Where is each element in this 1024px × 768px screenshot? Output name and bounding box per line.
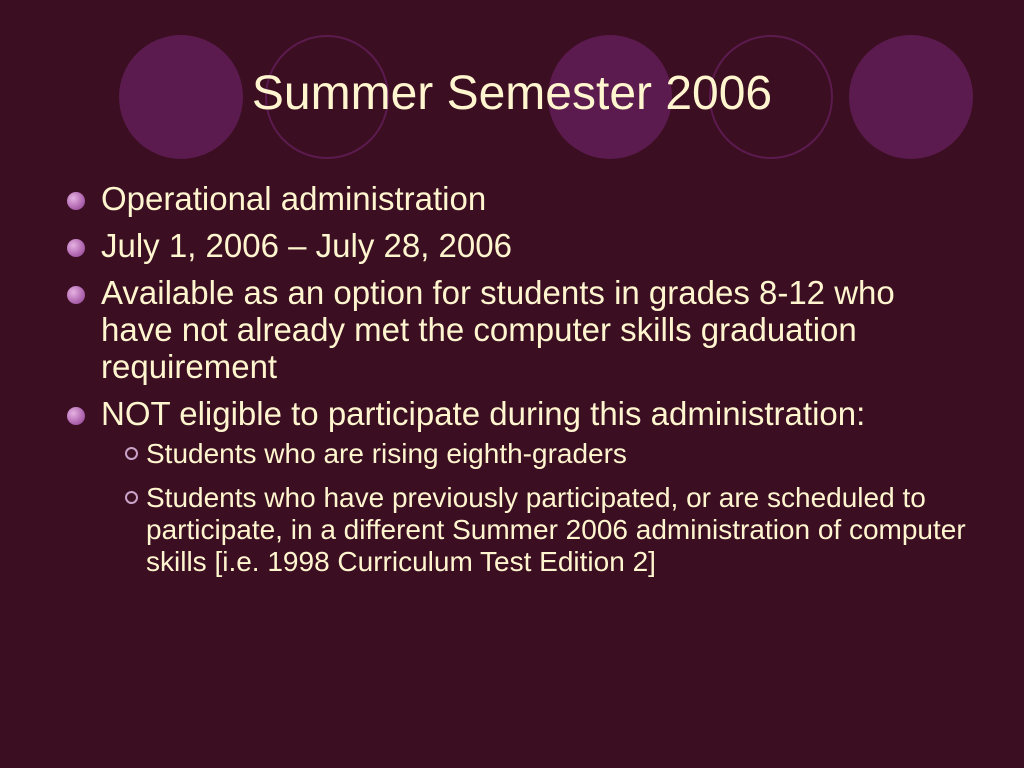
bullet-text: Operational administration <box>101 180 487 217</box>
sub-bullet-item <box>110 438 966 470</box>
sub-bullet-text: Students who have previously participated, or are scheduled to participate, in a different Summer 2006 administration of computer skills [i.e. 1998 Curriculum Test Edition 2] <box>146 482 966 577</box>
bullet-icon <box>67 239 85 257</box>
bullet-list <box>66 180 966 590</box>
sub-bullet-item <box>110 482 966 578</box>
bullet-item <box>66 180 966 217</box>
ring-bullet-icon <box>125 447 138 460</box>
bullet-icon <box>67 407 85 425</box>
bullet-item <box>66 227 966 264</box>
slide-title: Summer Semester 2006 <box>251 67 773 120</box>
bullet-icon <box>67 286 85 304</box>
bullet-item <box>66 395 966 578</box>
sub-bullet-list <box>110 438 966 578</box>
bullet-text: Available as an option for students in grades 8-12 who have not already met the computer skills graduation requirement <box>101 274 895 385</box>
ring-bullet-icon <box>125 491 138 504</box>
bullet-item <box>66 274 966 385</box>
bullet-text: July 1, 2006 – July 28, 2006 <box>101 227 512 264</box>
bullet-text: NOT eligible to participate during this administration: <box>101 395 866 432</box>
sub-bullet-text: Students who are rising eighth-graders <box>146 438 627 469</box>
bullet-icon <box>67 192 85 210</box>
